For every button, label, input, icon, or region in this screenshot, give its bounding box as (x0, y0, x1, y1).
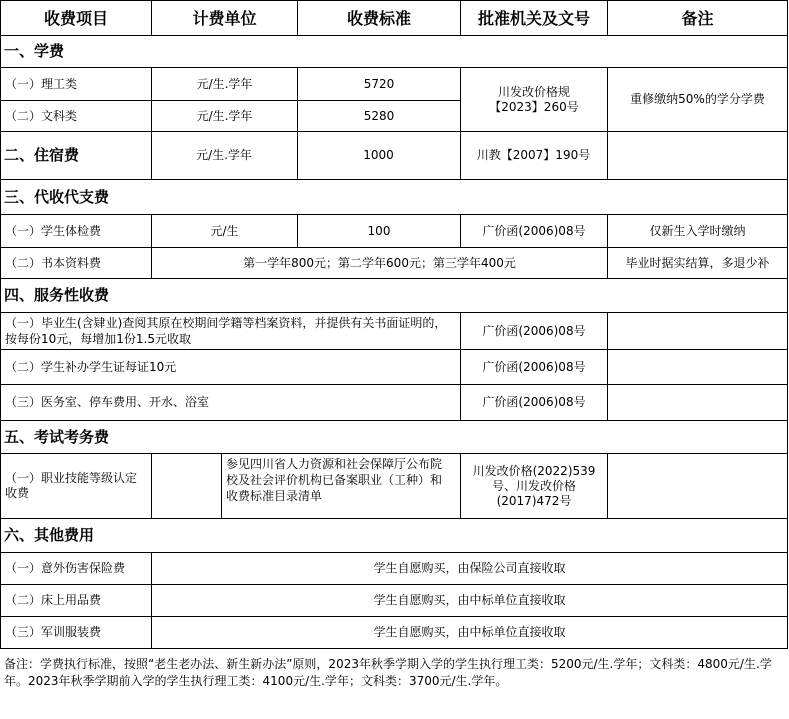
fee-cell: 学生自愿购买，由中标单位直接收取 (152, 617, 788, 649)
unit-cell: 元/生 (152, 215, 298, 248)
note-cell: 重修缴纳50%的学分学费 (608, 68, 788, 132)
header-row (1, 1, 788, 36)
section-title-exam: 五、考试考务费 (1, 421, 788, 454)
section-row (1, 132, 788, 180)
section-title-agency: 三、代收代支费 (1, 180, 788, 215)
unit-cell: 元/生.学年 (152, 132, 298, 180)
note-cell (608, 350, 788, 385)
fee-cell: 1000 (298, 132, 461, 180)
table-row (1, 68, 788, 101)
header-unit: 计费单位 (152, 1, 298, 36)
unit-cell: 元/生.学年 (152, 68, 298, 101)
item-cell: （二）床上用品费 (1, 585, 152, 617)
header-item: 收费项目 (1, 1, 152, 36)
section-title-service: 四、服务性收费 (1, 279, 788, 313)
header-approval: 批准机关及文号 (461, 1, 608, 36)
section-row (1, 519, 788, 553)
section-row (1, 36, 788, 68)
note-cell (608, 385, 788, 421)
item-cell: （三）军训服装费 (1, 617, 152, 649)
item-cell: （一）职业技能等级认定收费 (1, 454, 152, 519)
item-cell: （一）毕业生(含肄业)查阅其原在校期间学籍等档案资料，并提供有关书面证明的，按每份10元，每增加1份1.5元收取 (1, 313, 461, 350)
header-note: 备注 (608, 1, 788, 36)
header-fee: 收费标准 (298, 1, 461, 36)
item-cell: （一）理工类 (1, 68, 152, 101)
section-row (1, 421, 788, 454)
table-row (1, 215, 788, 248)
approval-cell: 广价函(2006)08号 (461, 215, 608, 248)
section-row (1, 279, 788, 313)
note-cell: 仅新生入学时缴纳 (608, 215, 788, 248)
item-cell: （二）书本资料费 (1, 248, 152, 279)
item-cell: （二）文科类 (1, 101, 152, 132)
approval-cell (461, 68, 608, 132)
fee-cell: 学生自愿购买，由保险公司直接收取 (152, 553, 788, 585)
fee-cell: 第一学年800元；第二学年600元；第三学年400元 (152, 248, 608, 279)
table-row (1, 585, 788, 617)
section-title-tuition: 一、学费 (1, 36, 788, 68)
note-cell (608, 132, 788, 180)
fee-cell: 5720 (298, 68, 461, 101)
table-row (1, 454, 788, 519)
section-row (1, 180, 788, 215)
note-cell (608, 454, 788, 519)
fee-cell: 100 (298, 215, 461, 248)
unit-cell: 元/生.学年 (152, 101, 298, 132)
item-cell: （二）学生补办学生证每证10元 (1, 350, 461, 385)
table-row (1, 313, 788, 350)
approval-cell: 广价函(2006)08号 (461, 313, 608, 350)
note-cell (608, 313, 788, 350)
footnote: 备注：学费执行标准，按照“老生老办法、新生新办法”原则，2023年秋季学期入学的学生执行理工类：5200元/生.学年；文科类：4800元/生.学年。2023年秋季学期前入学的学生执行理工类：4100元/生.学年；文科类：3700元/生.学年。 (4, 657, 772, 688)
approval-cell: 川教【2007】190号 (461, 132, 608, 180)
approval-line: 川发改价格规 (497, 84, 570, 99)
approval-cell: 川发改价格(2022)539号、川发改价格(2017)472号 (461, 454, 608, 519)
table-row (1, 248, 788, 279)
note-cell: 毕业时据实结算，多退少补 (608, 248, 788, 279)
table-row (1, 617, 788, 649)
section-title-lodging: 二、住宿费 (1, 132, 152, 180)
item-cell: （三）医务室、停车费用、开水、浴室 (1, 385, 461, 421)
fee-cell: 5280 (298, 101, 461, 132)
fee-cell: 参见四川省人力资源和社会保障厅公布院校及社会评价机构已备案职业（工种）和收费标准目录清单 (226, 457, 443, 503)
section-title-other: 六、其他费用 (1, 519, 788, 553)
table-row (1, 350, 788, 385)
table-row (1, 385, 788, 421)
item-cell: （一）学生体检费 (1, 215, 152, 248)
item-cell: （一）意外伤害保险费 (1, 553, 152, 585)
approval-cell: 广价函(2006)08号 (461, 385, 608, 421)
approval-line: 【2023】260号 (489, 99, 579, 114)
approval-cell: 广价函(2006)08号 (461, 350, 608, 385)
table-row (1, 553, 788, 585)
fee-cell: 学生自愿购买，由中标单位直接收取 (152, 585, 788, 617)
